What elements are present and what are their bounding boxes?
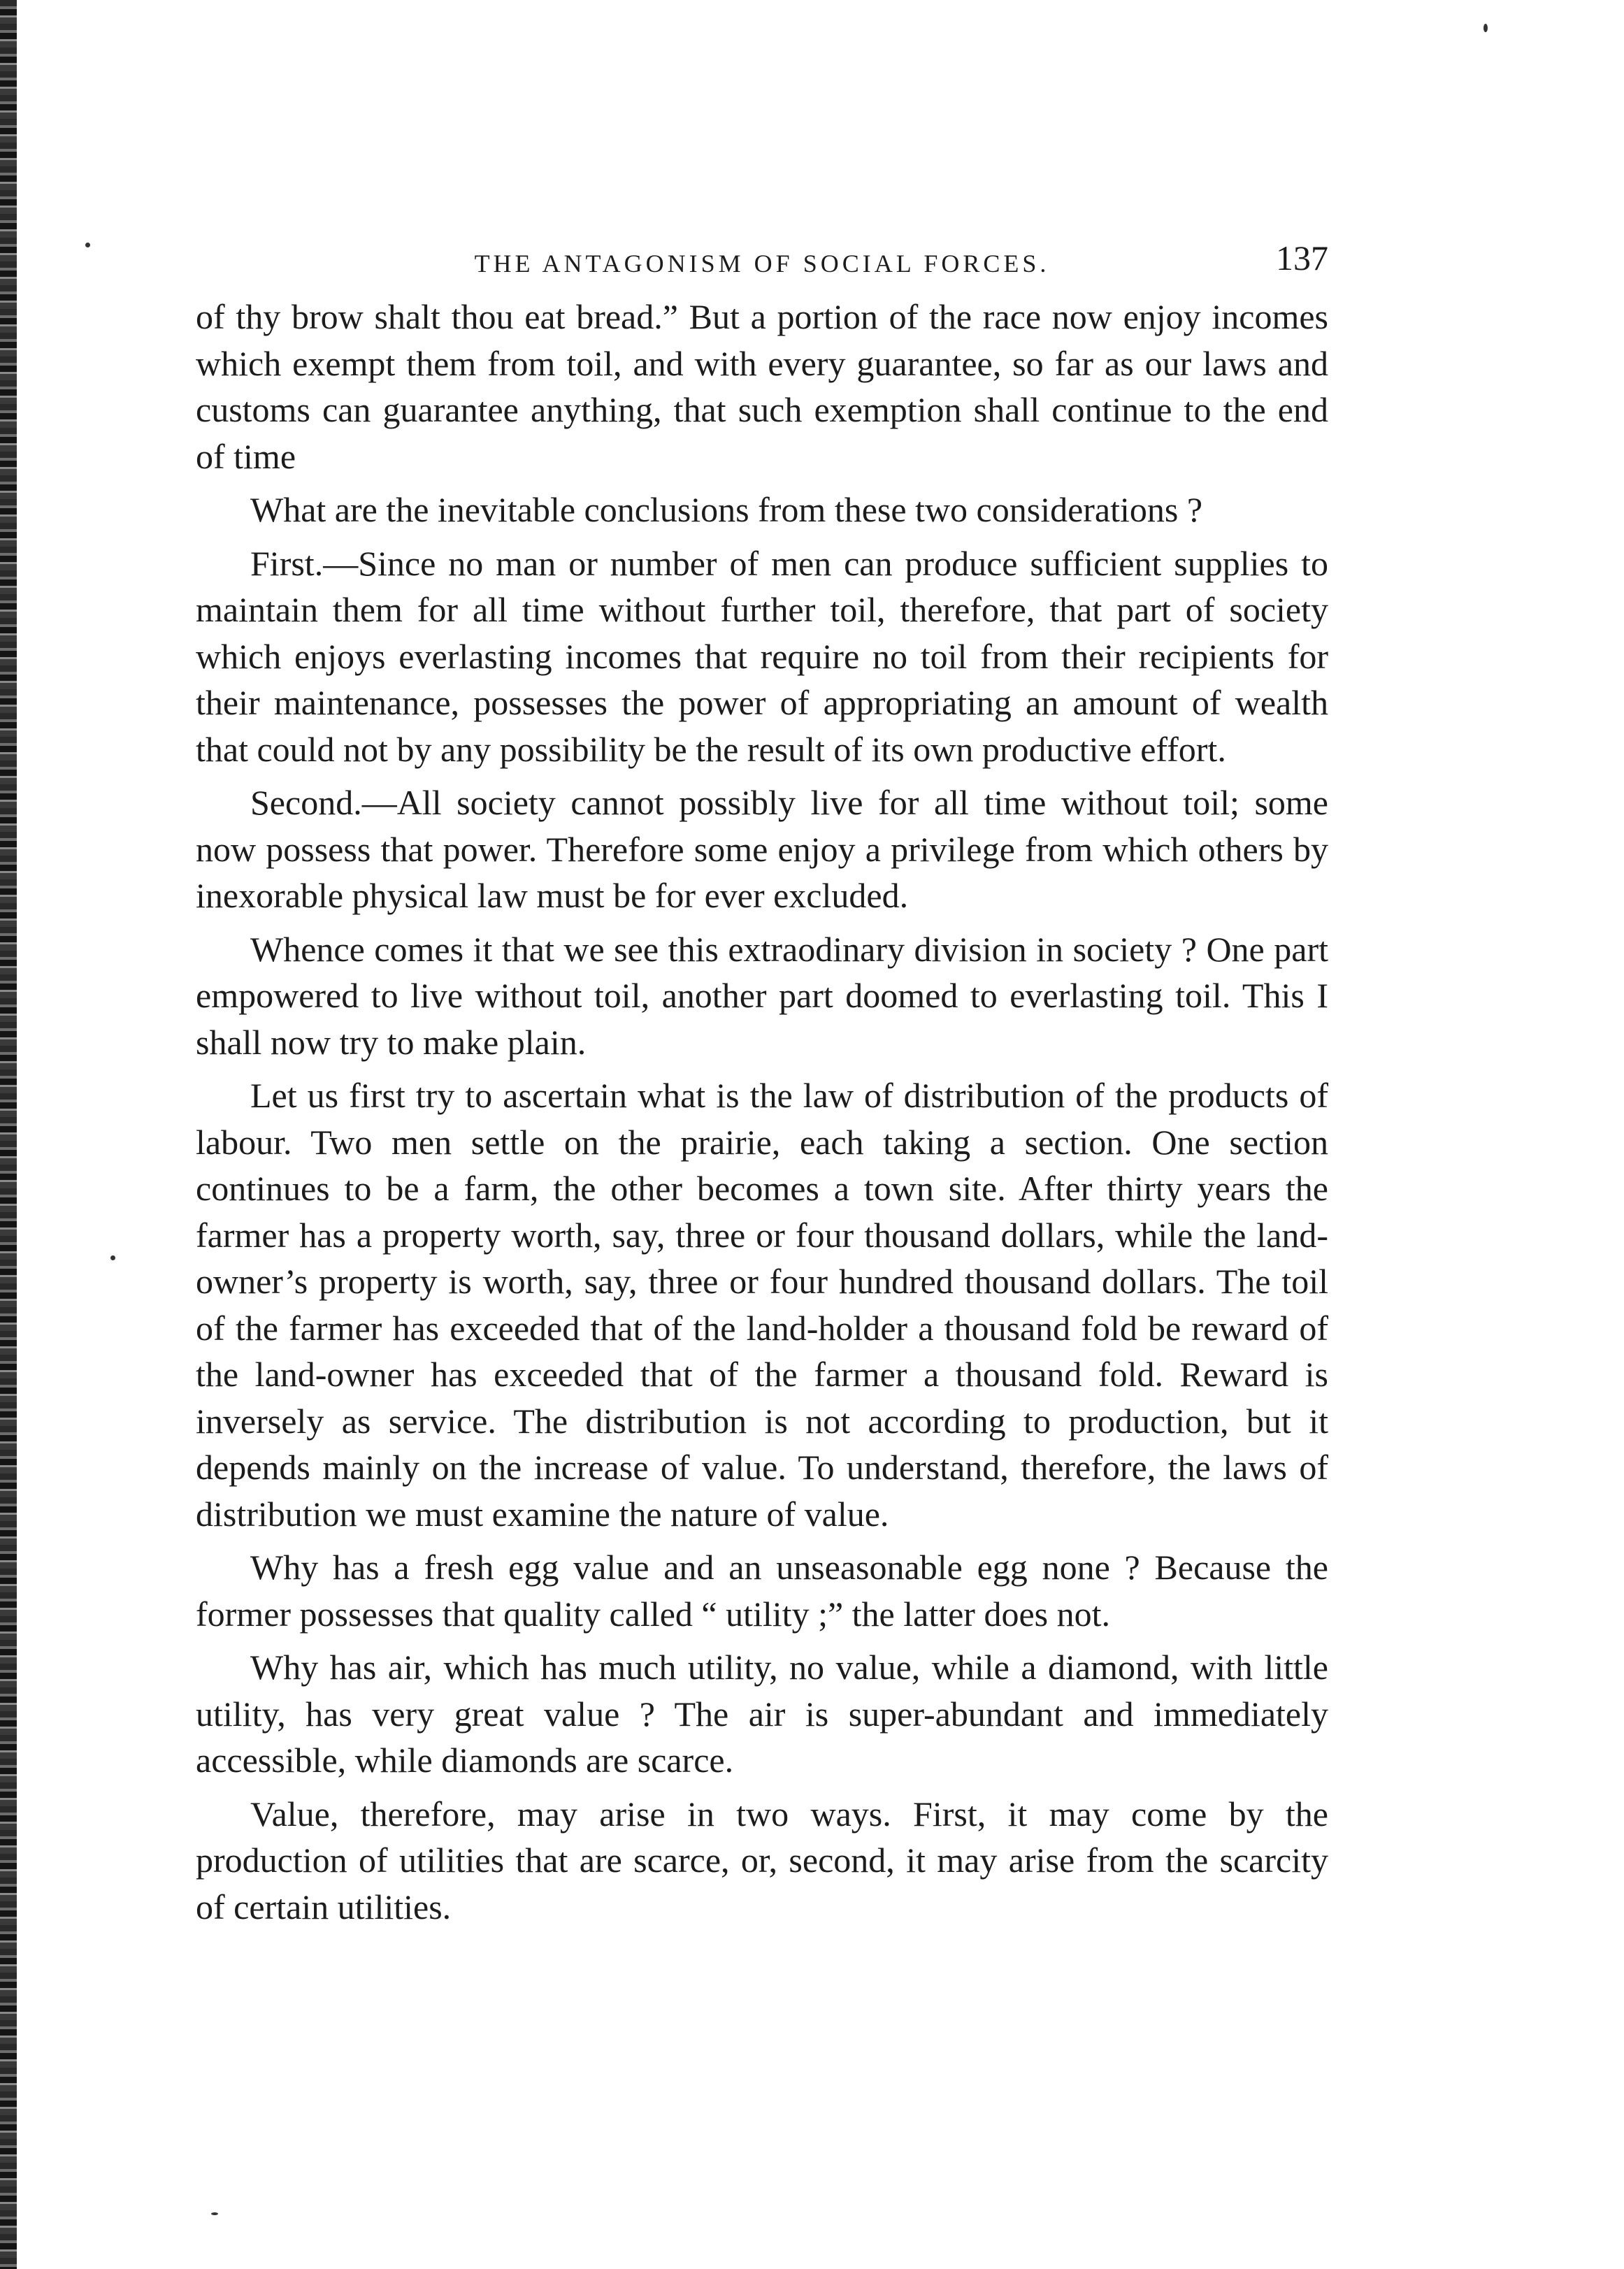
stray-mark	[211, 2212, 218, 2215]
paragraph: Why has air, which has much utility, no value, while a diamond, with little utility, has very great value ? The air is super-abundant and immediately accessible, while diamonds are scarce.	[196, 1648, 1328, 1780]
running-head	[196, 238, 1328, 294]
stray-mark	[85, 243, 90, 247]
paragraph: Value, therefore, may arise in two ways. First, it may come by the production of utilities that are scarce, or, second, it may arise from the scarcity of certain utilities.	[196, 1794, 1328, 1926]
page-binding-edge	[0, 0, 17, 2269]
stray-mark	[110, 1255, 115, 1260]
paragraph: Let us first try to ascertain what is the law of distribution of the products of labour. Two men settle on the prairie, each taking a section. One section continues to be a farm, the other becomes a town site. After thirty years the farmer has a property worth, say, three or four thousand dollars, while the land-owner’s property is worth, say, three or four hundred thousand dollars. The toil of the farmer has exceeded that of the land-holder a thousand fold be reward of the land-owner has exceeded that of the farmer a thousand fold. Reward is inversely as service. The distribution is not according to production, but it depends mainly on the increase of value. To understand, therefore, the laws of distribution we must examine the nature of value.	[196, 1076, 1328, 1534]
stray-mark	[1483, 24, 1488, 32]
paragraph: What are the inevitable conclusions from these two considerations ?	[250, 490, 1203, 529]
body-text	[196, 294, 1328, 1930]
paragraph: of thy brow shalt thou eat bread.” But a portion of the race now enjoy incomes which exempt them from toil, and with every guarantee, so far as our laws and customs can guarantee anything, that such exemption shall continue to the end of time	[196, 297, 1328, 476]
running-title: THE ANTAGONISM OF SOCIAL FORCES.	[474, 250, 1050, 278]
paragraph: First.—Since no man or number of men can produce sufficient supplies to maintain them for all time without further toil, therefore, that part of society which enjoys everlasting incomes that require no toil from their recipients for their maintenance, possesses the power of appropriating an amount of wealth that could not by any possibility be the result of its own productive effort.	[196, 543, 1328, 769]
paragraph: Why has a fresh egg value and an unseasonable egg none ? Because the former possesses that quality called “ utility ;” the latter does not.	[196, 1548, 1328, 1634]
book-page	[196, 238, 1328, 1930]
page-number: 137	[1276, 238, 1328, 278]
paragraph: Whence comes it that we see this extraodinary division in society ? One part empowered to live without toil, another part doomed to everlasting toil. This I shall now try to make plain.	[196, 929, 1328, 1062]
paragraph: Second.—All society cannot possibly live for all time without toil; some now possess that power. Therefore some enjoy a privilege from which others by inexorable physical law must be for ever excluded.	[196, 783, 1328, 915]
